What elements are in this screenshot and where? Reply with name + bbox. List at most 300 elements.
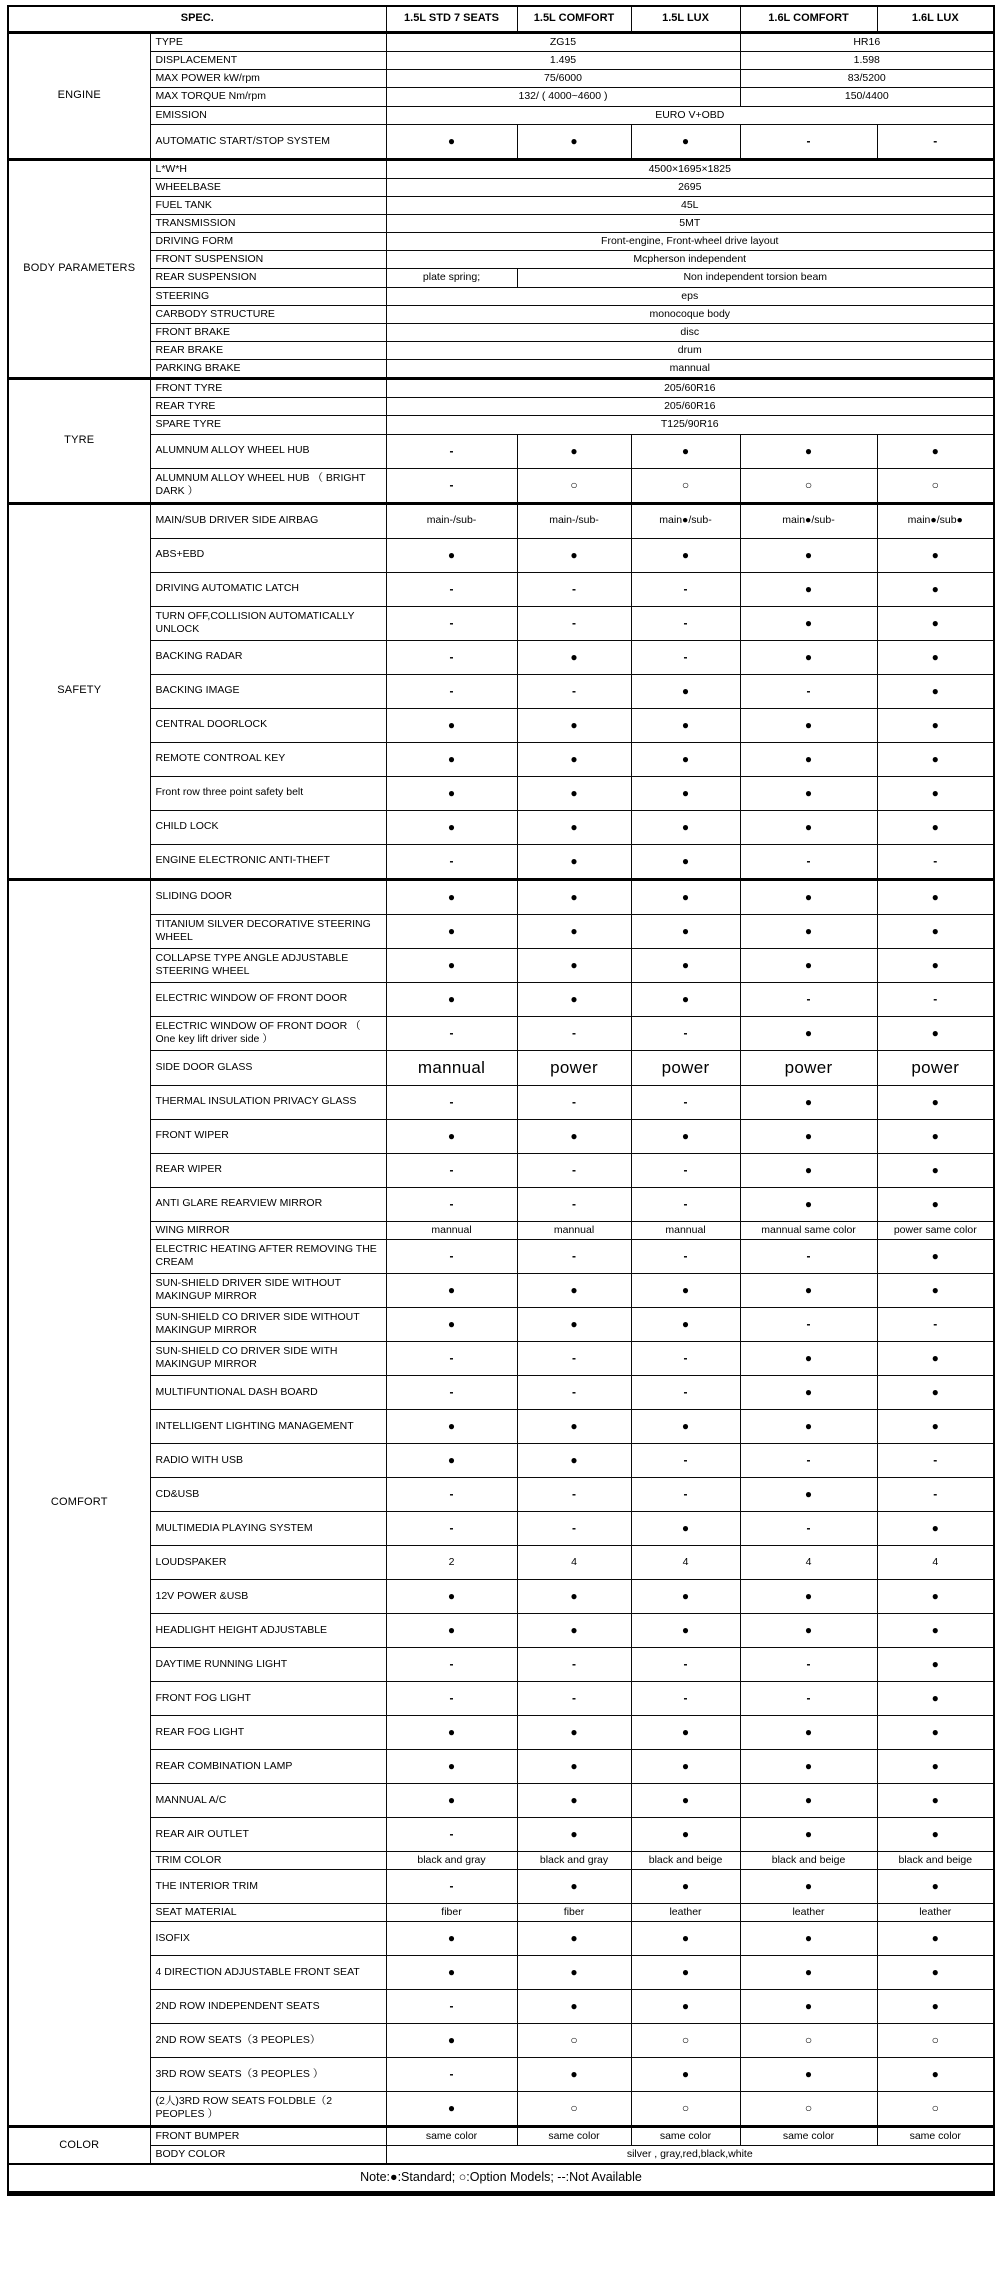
value-cell: - xyxy=(517,1016,631,1050)
column-header-trim-2: 1.5L COMFORT xyxy=(517,6,631,33)
value-cell: - xyxy=(631,1016,740,1050)
spec-row-transmission xyxy=(8,215,994,233)
value-cell: ZG15 xyxy=(386,33,740,52)
feature-label: BODY COLOR xyxy=(150,2146,386,2165)
value-cell: 205/60R16 xyxy=(386,379,994,398)
value-cell: ● xyxy=(631,948,740,982)
feature-label: MANNUAL A/C xyxy=(150,1783,386,1817)
value-cell: main-/sub- xyxy=(386,503,517,538)
table-header-row xyxy=(8,6,994,33)
feature-label: REAR WIPER xyxy=(150,1153,386,1187)
value-cell: - xyxy=(631,606,740,640)
value-cell: - xyxy=(386,1085,517,1119)
value-cell: ○ xyxy=(877,2023,994,2057)
value-cell: ○ xyxy=(740,468,877,503)
value-cell: ● xyxy=(877,1375,994,1409)
value-cell: ● xyxy=(740,1085,877,1119)
value-cell: 4500×1695×1825 xyxy=(386,159,994,178)
value-cell: ● xyxy=(740,1409,877,1443)
value-cell: ● xyxy=(877,674,994,708)
value-cell: - xyxy=(386,1681,517,1715)
value-cell: ● xyxy=(877,1511,994,1545)
feature-label: WING MIRROR xyxy=(150,1221,386,1239)
value-cell: ○ xyxy=(631,2023,740,2057)
spec-row-child-lock xyxy=(8,810,994,844)
value-cell: ● xyxy=(517,776,631,810)
feature-label: FRONT TYRE xyxy=(150,379,386,398)
feature-label: CENTRAL DOORLOCK xyxy=(150,708,386,742)
value-cell: ● xyxy=(740,1749,877,1783)
value-cell: - xyxy=(517,1187,631,1221)
value-cell: ● xyxy=(517,1989,631,2023)
spec-row-seat-material xyxy=(8,1903,994,1921)
value-cell: ● xyxy=(386,1715,517,1749)
value-cell: ● xyxy=(517,810,631,844)
spec-row-front-tyre xyxy=(8,379,994,398)
value-cell: ● xyxy=(386,1613,517,1647)
value-cell: 132/ ( 4000~4600 ) xyxy=(386,88,740,106)
spec-row-body-color xyxy=(8,2146,994,2165)
value-cell: ● xyxy=(877,1921,994,1955)
value-cell: ● xyxy=(877,572,994,606)
value-cell: ● xyxy=(740,1341,877,1375)
value-cell: ● xyxy=(740,776,877,810)
value-cell: ● xyxy=(877,1681,994,1715)
spec-row-alumnum-alloy-wheel-hub-bright-dark xyxy=(8,468,994,503)
feature-label: ISOFIX xyxy=(150,1921,386,1955)
value-cell: ● xyxy=(386,948,517,982)
value-cell: ● xyxy=(386,1579,517,1613)
value-cell: - xyxy=(386,606,517,640)
value-cell: ● xyxy=(517,1955,631,1989)
value-cell: ● xyxy=(386,1955,517,1989)
value-cell: ● xyxy=(517,1579,631,1613)
value-cell: ● xyxy=(740,434,877,468)
value-cell: ● xyxy=(877,810,994,844)
spec-row-daytime-running-light xyxy=(8,1647,994,1681)
value-cell: - xyxy=(740,1681,877,1715)
value-cell: ● xyxy=(877,1749,994,1783)
feature-label: ABS+EBD xyxy=(150,538,386,572)
value-cell: eps xyxy=(386,287,994,305)
value-cell: ● xyxy=(877,1989,994,2023)
value-cell: 2 xyxy=(386,1545,517,1579)
value-cell: Mcpherson independent xyxy=(386,251,994,269)
value-cell: - xyxy=(386,1016,517,1050)
value-cell: - xyxy=(740,844,877,879)
value-cell: - xyxy=(386,1187,517,1221)
value-cell: ● xyxy=(740,1375,877,1409)
value-cell: ● xyxy=(877,1341,994,1375)
value-cell: ● xyxy=(740,1187,877,1221)
feature-label: WHEELBASE xyxy=(150,178,386,196)
value-cell: ● xyxy=(517,1119,631,1153)
spec-table xyxy=(7,5,995,2196)
feature-label: ANTI GLARE REARVIEW MIRROR xyxy=(150,1187,386,1221)
value-cell: - xyxy=(740,124,877,159)
value-cell: ● xyxy=(740,2057,877,2091)
value-cell: ● xyxy=(877,1016,994,1050)
feature-label: 4 DIRECTION ADJUSTABLE FRONT SEAT xyxy=(150,1955,386,1989)
value-cell: - xyxy=(386,572,517,606)
value-cell: ● xyxy=(386,538,517,572)
value-cell: 5MT xyxy=(386,215,994,233)
value-cell: drum xyxy=(386,341,994,359)
spec-row-sun-shield-co-driver-side-without-makingup-mirror xyxy=(8,1307,994,1341)
section-label-safety: SAFETY xyxy=(8,503,150,879)
value-cell: ● xyxy=(517,1749,631,1783)
value-cell: ● xyxy=(517,124,631,159)
value-cell: power xyxy=(517,1050,631,1085)
column-header-trim-1: 1.5L STD 7 SEATS xyxy=(386,6,517,33)
feature-label: MAX TORQUE Nm/rpm xyxy=(150,88,386,106)
value-cell: - xyxy=(386,1477,517,1511)
value-cell: - xyxy=(631,1341,740,1375)
value-cell: ● xyxy=(631,1783,740,1817)
feature-label: CD&USB xyxy=(150,1477,386,1511)
value-cell: ● xyxy=(517,434,631,468)
value-cell: Front-engine, Front-wheel drive layout xyxy=(386,233,994,251)
value-cell: ○ xyxy=(877,2091,994,2126)
value-cell: ● xyxy=(386,1273,517,1307)
value-cell: - xyxy=(877,1443,994,1477)
value-cell: ● xyxy=(877,2057,994,2091)
feature-label: FUEL TANK xyxy=(150,196,386,214)
value-cell: ● xyxy=(740,1955,877,1989)
value-cell: ● xyxy=(517,1307,631,1341)
value-cell: ● xyxy=(631,674,740,708)
value-cell: ● xyxy=(877,1187,994,1221)
spec-row-engine-electronic-anti-theft xyxy=(8,844,994,879)
value-cell: mannual xyxy=(517,1221,631,1239)
value-cell: - xyxy=(631,1647,740,1681)
value-cell: power xyxy=(877,1050,994,1085)
value-cell: ● xyxy=(740,1477,877,1511)
spec-row-multimedia-playing-system xyxy=(8,1511,994,1545)
feature-label: DISPLACEMENT xyxy=(150,52,386,70)
value-cell: - xyxy=(517,572,631,606)
spec-row-12v-power-usb xyxy=(8,1579,994,1613)
value-cell: fiber xyxy=(386,1903,517,1921)
spec-table-body xyxy=(8,33,994,2165)
section-label-comfort: COMFORT xyxy=(8,879,150,2126)
value-cell: ● xyxy=(740,1869,877,1903)
value-cell: ● xyxy=(631,742,740,776)
feature-label: SUN-SHIELD DRIVER SIDE WITHOUT MAKINGUP MIRROR xyxy=(150,1273,386,1307)
value-cell: ● xyxy=(517,1715,631,1749)
feature-label: (2人)3RD ROW SEATS FOLDBLE（2 PEOPLES ） xyxy=(150,2091,386,2126)
value-cell: same color xyxy=(631,2126,740,2145)
value-cell: monocoque body xyxy=(386,305,994,323)
feature-label: FRONT FOG LIGHT xyxy=(150,1681,386,1715)
value-cell: 4 xyxy=(877,1545,994,1579)
value-cell: ● xyxy=(386,982,517,1016)
feature-label: SUN-SHIELD CO DRIVER SIDE WITH MAKINGUP MIRROR xyxy=(150,1341,386,1375)
feature-label: L*W*H xyxy=(150,159,386,178)
value-cell: ● xyxy=(877,776,994,810)
spec-row-backing-image xyxy=(8,674,994,708)
value-cell: ● xyxy=(740,1119,877,1153)
spec-row-electric-window-of-front-door xyxy=(8,982,994,1016)
value-cell: - xyxy=(386,674,517,708)
value-cell: mannual xyxy=(386,1221,517,1239)
value-cell: - xyxy=(517,606,631,640)
spec-row-mannual-a-c xyxy=(8,1783,994,1817)
value-cell: ● xyxy=(631,1955,740,1989)
value-cell: - xyxy=(631,572,740,606)
spec-row-l-w-h xyxy=(8,159,994,178)
value-cell: ● xyxy=(740,810,877,844)
value-cell: - xyxy=(517,1341,631,1375)
column-header-trim-3: 1.5L LUX xyxy=(631,6,740,33)
value-cell: ● xyxy=(386,810,517,844)
value-cell: - xyxy=(877,1307,994,1341)
feature-label: 2ND ROW SEATS（3 PEOPLES） xyxy=(150,2023,386,2057)
value-cell: ● xyxy=(631,844,740,879)
feature-label: SLIDING DOOR xyxy=(150,879,386,914)
spec-row-spare-tyre xyxy=(8,416,994,434)
value-cell: - xyxy=(386,1341,517,1375)
value-cell: mannual same color xyxy=(740,1221,877,1239)
feature-label: SUN-SHIELD CO DRIVER SIDE WITHOUT MAKINGUP MIRROR xyxy=(150,1307,386,1341)
value-cell: - xyxy=(631,1085,740,1119)
spec-row-titanium-silver-decorative-steering-wheel xyxy=(8,914,994,948)
value-cell: ● xyxy=(386,742,517,776)
value-cell: ● xyxy=(740,1273,877,1307)
value-cell: - xyxy=(740,982,877,1016)
spec-row-intelligent-lighting-management xyxy=(8,1409,994,1443)
spec-row-front-brake xyxy=(8,323,994,341)
value-cell: 45L xyxy=(386,196,994,214)
value-cell: ● xyxy=(740,606,877,640)
feature-label: SEAT MATERIAL xyxy=(150,1903,386,1921)
value-cell: ● xyxy=(877,1869,994,1903)
value-cell: leather xyxy=(631,1903,740,1921)
value-cell: - xyxy=(631,1443,740,1477)
value-cell: ○ xyxy=(517,468,631,503)
value-cell: ● xyxy=(631,1511,740,1545)
value-cell: ● xyxy=(877,1817,994,1851)
feature-label: CHILD LOCK xyxy=(150,810,386,844)
spec-row-wheelbase xyxy=(8,178,994,196)
section-label-body-parameters: BODY PARAMETERS xyxy=(8,159,150,379)
value-cell: ● xyxy=(386,1783,517,1817)
feature-label: DRIVING FORM xyxy=(150,233,386,251)
value-cell: ● xyxy=(631,982,740,1016)
value-cell: - xyxy=(386,2057,517,2091)
feature-label: ELECTRIC HEATING AFTER REMOVING THE CREAM xyxy=(150,1239,386,1273)
spec-row-parking-brake xyxy=(8,360,994,379)
value-cell: ● xyxy=(631,1273,740,1307)
value-cell: 4 xyxy=(631,1545,740,1579)
spec-row-rear-suspension xyxy=(8,269,994,287)
value-cell: T125/90R16 xyxy=(386,416,994,434)
value-cell: black and beige xyxy=(631,1851,740,1869)
feature-label: FRONT WIPER xyxy=(150,1119,386,1153)
spec-row-trim-color xyxy=(8,1851,994,1869)
value-cell: - xyxy=(740,1443,877,1477)
value-cell: Non independent torsion beam xyxy=(517,269,994,287)
value-cell: ● xyxy=(740,708,877,742)
value-cell: - xyxy=(517,1153,631,1187)
value-cell: power same color xyxy=(877,1221,994,1239)
value-cell: - xyxy=(740,674,877,708)
value-cell: ● xyxy=(877,1613,994,1647)
spec-row-radio-with-usb xyxy=(8,1443,994,1477)
spec-row-3rd-row-seats-3-peoples xyxy=(8,2057,994,2091)
value-cell: - xyxy=(386,1869,517,1903)
spec-row-remote-controal-key xyxy=(8,742,994,776)
value-cell: ● xyxy=(386,1409,517,1443)
value-cell: ● xyxy=(631,708,740,742)
value-cell: mannual xyxy=(386,1050,517,1085)
value-cell: ● xyxy=(740,1579,877,1613)
value-cell: - xyxy=(877,124,994,159)
value-cell: ○ xyxy=(877,468,994,503)
value-cell: ● xyxy=(877,742,994,776)
spec-row-electric-heating-after-removing-the-cream xyxy=(8,1239,994,1273)
value-cell: ● xyxy=(877,1409,994,1443)
spec-row-sliding-door xyxy=(8,879,994,914)
feature-label: TYPE xyxy=(150,33,386,52)
spec-row-fuel-tank xyxy=(8,196,994,214)
feature-label: ENGINE ELECTRONIC ANTI-THEFT xyxy=(150,844,386,879)
value-cell: same color xyxy=(386,2126,517,2145)
value-cell: - xyxy=(386,1153,517,1187)
spec-row-headlight-height-adjustable xyxy=(8,1613,994,1647)
value-cell: - xyxy=(386,1817,517,1851)
value-cell: same color xyxy=(877,2126,994,2145)
value-cell: - xyxy=(631,640,740,674)
spec-row-max-torque-nm-rpm xyxy=(8,88,994,106)
value-cell: ● xyxy=(517,1273,631,1307)
value-cell: ● xyxy=(631,1119,740,1153)
value-cell: - xyxy=(386,1647,517,1681)
value-cell: ● xyxy=(740,742,877,776)
value-cell: ● xyxy=(386,1307,517,1341)
value-cell: ● xyxy=(517,1443,631,1477)
value-cell: - xyxy=(631,1681,740,1715)
feature-label: PARKING BRAKE xyxy=(150,360,386,379)
feature-label: EMISSION xyxy=(150,106,386,124)
value-cell: ● xyxy=(740,948,877,982)
value-cell: power xyxy=(631,1050,740,1085)
column-header-trim-5: 1.6L LUX xyxy=(877,6,994,33)
feature-label: ELECTRIC WINDOW OF FRONT DOOR （ One key lift driver side ） xyxy=(150,1016,386,1050)
spec-row-the-interior-trim xyxy=(8,1869,994,1903)
spec-row-driving-automatic-latch xyxy=(8,572,994,606)
value-cell: ● xyxy=(740,1715,877,1749)
value-cell: ○ xyxy=(517,2023,631,2057)
feature-label: FRONT SUSPENSION xyxy=(150,251,386,269)
feature-label: REAR FOG LIGHT xyxy=(150,1715,386,1749)
value-cell: ● xyxy=(386,124,517,159)
value-cell: ● xyxy=(877,1119,994,1153)
value-cell: ○ xyxy=(631,2091,740,2126)
spec-row-wing-mirror xyxy=(8,1221,994,1239)
value-cell: - xyxy=(517,1647,631,1681)
value-cell: ● xyxy=(631,1307,740,1341)
spec-row-front-bumper xyxy=(8,2126,994,2145)
feature-label: TURN OFF,COLLISION AUTOMATICALLY UNLOCK xyxy=(150,606,386,640)
value-cell: mannual xyxy=(386,360,994,379)
spec-row-loudspaker xyxy=(8,1545,994,1579)
value-cell: - xyxy=(631,1239,740,1273)
spec-row-emission xyxy=(8,106,994,124)
value-cell: - xyxy=(386,468,517,503)
value-cell: ● xyxy=(877,1239,994,1273)
value-cell: - xyxy=(740,1239,877,1273)
value-cell: ● xyxy=(631,776,740,810)
value-cell: main●/sub- xyxy=(740,503,877,538)
spec-row-multifuntional-dash-board xyxy=(8,1375,994,1409)
spec-row-displacement xyxy=(8,52,994,70)
feature-label: 3RD ROW SEATS（3 PEOPLES ） xyxy=(150,2057,386,2091)
value-cell: ● xyxy=(517,1869,631,1903)
value-cell: ● xyxy=(877,948,994,982)
spec-row-rear-wiper xyxy=(8,1153,994,1187)
spec-row-max-power-kw-rpm xyxy=(8,70,994,88)
value-cell: ● xyxy=(877,879,994,914)
spec-row-4-direction-adjustable-front-seat xyxy=(8,1955,994,1989)
feature-label: RADIO WITH USB xyxy=(150,1443,386,1477)
feature-label: ELECTRIC WINDOW OF FRONT DOOR xyxy=(150,982,386,1016)
value-cell: - xyxy=(517,674,631,708)
spec-row-main-sub-driver-side-airbag xyxy=(8,503,994,538)
feature-label: MAX POWER kW/rpm xyxy=(150,70,386,88)
value-cell: ● xyxy=(386,879,517,914)
feature-label: AUTOMATIC START/STOP SYSTEM xyxy=(150,124,386,159)
spec-row-cd-usb xyxy=(8,1477,994,1511)
value-cell: ● xyxy=(740,572,877,606)
spec-row-rear-air-outlet xyxy=(8,1817,994,1851)
spec-row-rear-tyre xyxy=(8,398,994,416)
spec-row-2-3rd-row-seats-foldble-2-peoples xyxy=(8,2091,994,2126)
section-label-tyre: TYRE xyxy=(8,379,150,503)
feature-label: ALUMNUM ALLOY WHEEL HUB （ BRIGHT DARK ） xyxy=(150,468,386,503)
feature-label: REMOTE CONTROAL KEY xyxy=(150,742,386,776)
value-cell: ● xyxy=(386,1921,517,1955)
value-cell: ● xyxy=(877,1715,994,1749)
value-cell: ● xyxy=(877,1273,994,1307)
feature-label: TRIM COLOR xyxy=(150,1851,386,1869)
feature-label: INTELLIGENT LIGHTING MANAGEMENT xyxy=(150,1409,386,1443)
value-cell: fiber xyxy=(517,1903,631,1921)
value-cell: main●/sub- xyxy=(631,503,740,538)
spec-row-2nd-row-seats-3-peoples xyxy=(8,2023,994,2057)
value-cell: - xyxy=(631,1477,740,1511)
feature-label: HEADLIGHT HEIGHT ADJUSTABLE xyxy=(150,1613,386,1647)
value-cell: ● xyxy=(517,1921,631,1955)
spec-row-isofix xyxy=(8,1921,994,1955)
feature-label: DRIVING AUTOMATIC LATCH xyxy=(150,572,386,606)
value-cell: ● xyxy=(517,1409,631,1443)
section-label-color: COLOR xyxy=(8,2126,150,2164)
feature-label: FRONT BRAKE xyxy=(150,323,386,341)
value-cell: ● xyxy=(740,1016,877,1050)
value-cell: 1.495 xyxy=(386,52,740,70)
value-cell: ● xyxy=(517,538,631,572)
value-cell: 1.598 xyxy=(740,52,994,70)
value-cell: ● xyxy=(517,640,631,674)
value-cell: ● xyxy=(631,2057,740,2091)
value-cell: black and gray xyxy=(517,1851,631,1869)
value-cell: ● xyxy=(517,948,631,982)
spec-row-turn-off-collision-automatically-unlock xyxy=(8,606,994,640)
value-cell: ○ xyxy=(740,2023,877,2057)
value-cell: - xyxy=(877,982,994,1016)
spec-row-sun-shield-co-driver-side-with-makingup-mirror xyxy=(8,1341,994,1375)
